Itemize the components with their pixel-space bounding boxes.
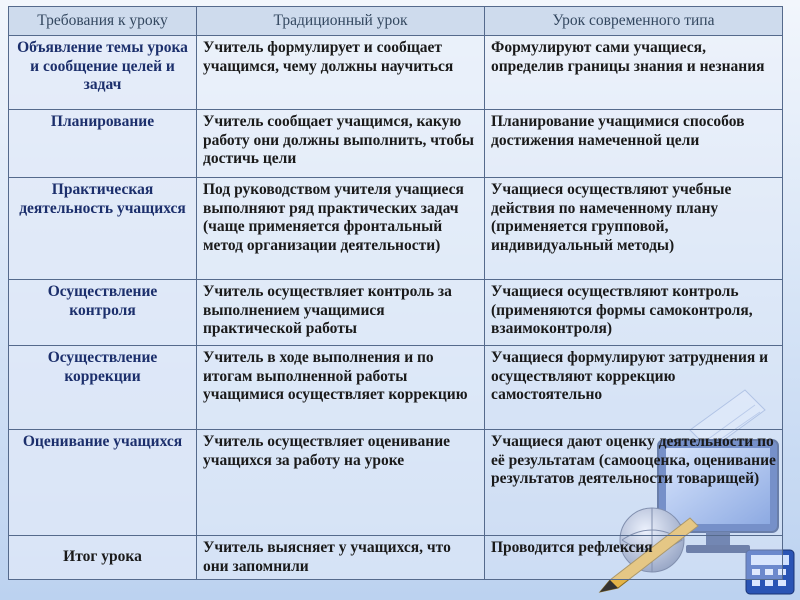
requirement-cell: Оценивание учащихся [9,430,197,536]
traditional-cell: Учитель в ходе выполнения и по итогам выполненной работы учащимися осуществляет коррекцию [197,346,485,430]
traditional-cell: Учитель сообщает учащимся, какую работу они должны выполнить, чтобы достичь цели [197,110,485,178]
header-requirements: Требования к уроку [9,7,197,36]
table-row [9,178,783,280]
table-row [9,346,783,430]
modern-cell: Учащиеся осуществляют контроль (применяются формы самоконтроля, взаимоконтроля) [485,280,783,346]
modern-cell: Учащиеся формулируют затруднения и осуществляют коррекцию самостоятельно [485,346,783,430]
table-row [9,110,783,178]
traditional-cell: Учитель формулирует и сообщает учащимся, чему должны научиться [197,36,485,110]
requirement-cell: Осуществление контроля [9,280,197,346]
modern-cell: Формулируют сами учащиеся, определив границы знания и незнания [485,36,783,110]
modern-cell: Учащиеся осуществляют учебные действия по намеченному плану (применяется групповой, индивидуальный методы) [485,178,783,280]
modern-cell: Проводится рефлексия [485,536,783,580]
traditional-cell: Учитель выясняет у учащихся, что они запомнили [197,536,485,580]
table-row [9,536,783,580]
requirement-cell: Практическая деятельность учащихся [9,178,197,280]
requirement-cell: Планирование [9,110,197,178]
table-row [9,36,783,110]
table-row [9,430,783,536]
traditional-cell: Учитель осуществляет оценивание учащихся за работу на уроке [197,430,485,536]
table-row [9,280,783,346]
requirement-cell: Итог урока [9,536,197,580]
header-traditional: Традиционный урок [197,7,485,36]
requirement-cell: Объявление темы урока и сообщение целей и задач [9,36,197,110]
traditional-cell: Под руководством учителя учащиеся выполняют ряд практических задач (чаще применяется фронтальный метод организации деятельности) [197,178,485,280]
header-modern: Урок современного типа [485,7,783,36]
modern-cell: Планирование учащимися способов достижения намеченной цели [485,110,783,178]
traditional-cell: Учитель осуществляет контроль за выполнением учащимися практической работы [197,280,485,346]
modern-cell: Учащиеся дают оценку деятельности по её результатам (самооценка, оценивание результатов деятельности товарищей) [485,430,783,536]
header-row [9,7,783,36]
comparison-table [8,6,783,580]
requirement-cell: Осуществление коррекции [9,346,197,430]
